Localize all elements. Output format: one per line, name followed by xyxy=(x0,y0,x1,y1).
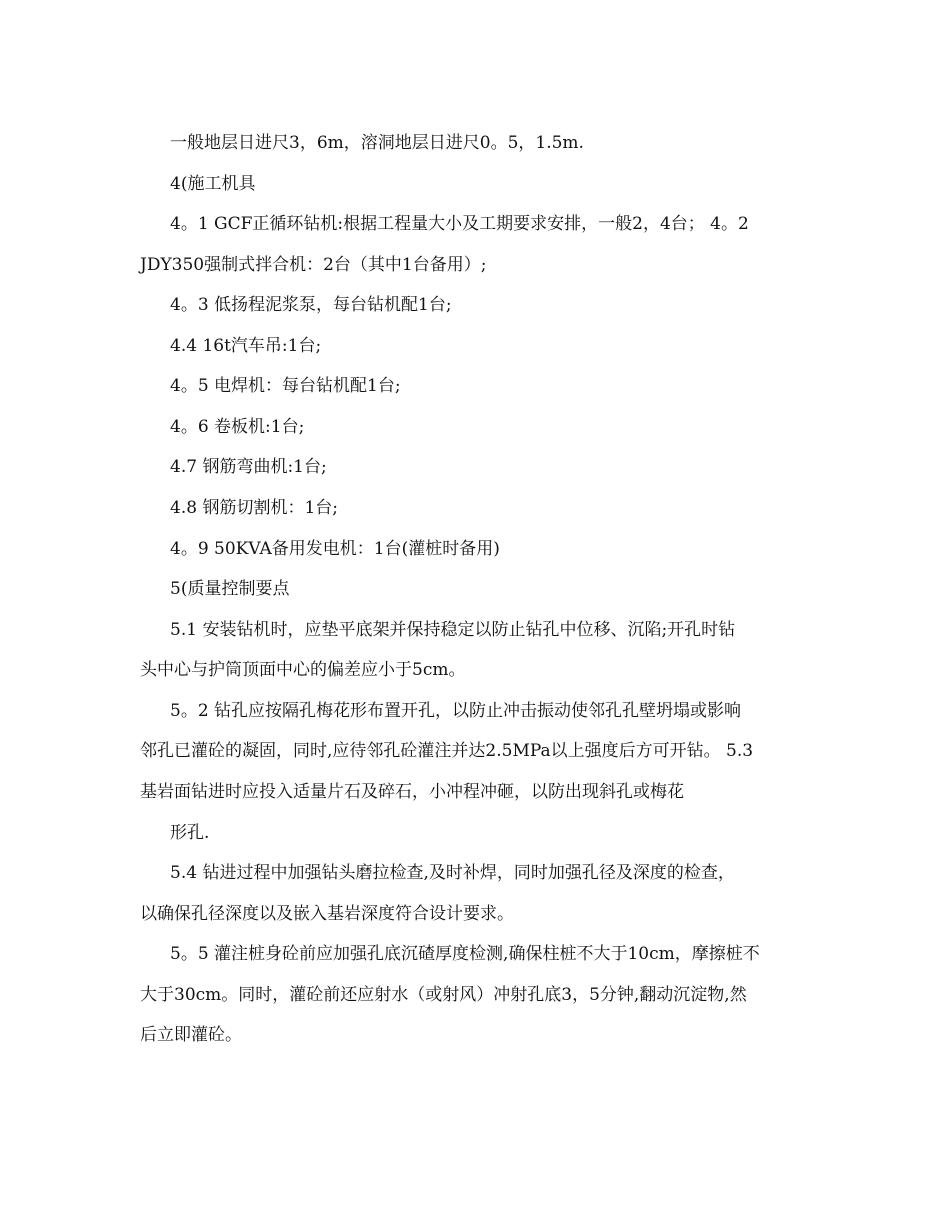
section-heading: 5(质量控制要点 xyxy=(170,579,290,599)
text-line: 4.7 钢筋弯曲机:1台; xyxy=(170,457,327,477)
text-line: JDY350强制式拌合机：2台（其中1台备用）; xyxy=(140,255,487,275)
text-line: 5。5 灌注桩身砼前应加强孔底沉碴厚度检测,确保柱桩不大于10cm，摩擦桩不 xyxy=(170,944,760,964)
text-line: 形孔. xyxy=(170,823,210,843)
text-line: 4。6 卷板机:1台; xyxy=(170,417,305,437)
text-line: 5.4 钻进过程中加强钻头磨拉检查,及时补焊，同时加强孔径及深度的检查， xyxy=(170,863,735,883)
text-line: 4。1 GCF正循环钻机:根据工程量大小及工期要求安排，一般2，4台； 4。2 xyxy=(170,214,749,234)
text-line: 头中心与护筒顶面中心的偏差应小于5cm。 xyxy=(140,660,466,680)
text-line: 4。5 电焊机：每台钻机配1台; xyxy=(170,376,401,396)
text-line: 5。2 钻孔应按隔孔梅花形布置开孔，以防止冲击振动使邻孔孔壁坍塌或影响 xyxy=(170,701,742,721)
text-line: 以确保孔径深度以及嵌入基岩深度符合设计要求。 xyxy=(140,904,514,924)
text-line: 基岩面钻进时应投入适量片石及碎石，小冲程冲砸，以防出现斜孔或梅花 xyxy=(140,782,684,802)
text-line: 4.4 16t汽车吊:1台; xyxy=(170,336,322,356)
text-line: 4.8 钢筋切割机：1台; xyxy=(170,498,338,518)
text-line: 4。3 低扬程泥浆泵，每台钻机配1台; xyxy=(170,295,452,315)
text-line: 一般地层日进尺3，6m，溶洞地层日进尺0。5，1.5m. xyxy=(170,133,584,153)
text-line: 4。9 50KVA备用发电机：1台(灌桩时备用) xyxy=(170,539,500,559)
text-line: 大于30cm。同时，灌砼前还应射水（或射风）冲射孔底3，5分钟,翻动沉淀物,然 xyxy=(140,985,747,1005)
text-line: 后立即灌砼。 xyxy=(140,1025,242,1045)
text-line: 邻孔已灌砼的凝固，同时,应待邻孔砼灌注并达2.5MPa以上强度后方可开钻。 5.3 xyxy=(140,741,754,761)
section-heading: 4(施工机具 xyxy=(170,174,256,194)
text-line: 5.1 安装钻机时，应垫平底架并保持稳定以防止钻孔中位移、沉陷;开孔时钻 xyxy=(170,620,736,640)
